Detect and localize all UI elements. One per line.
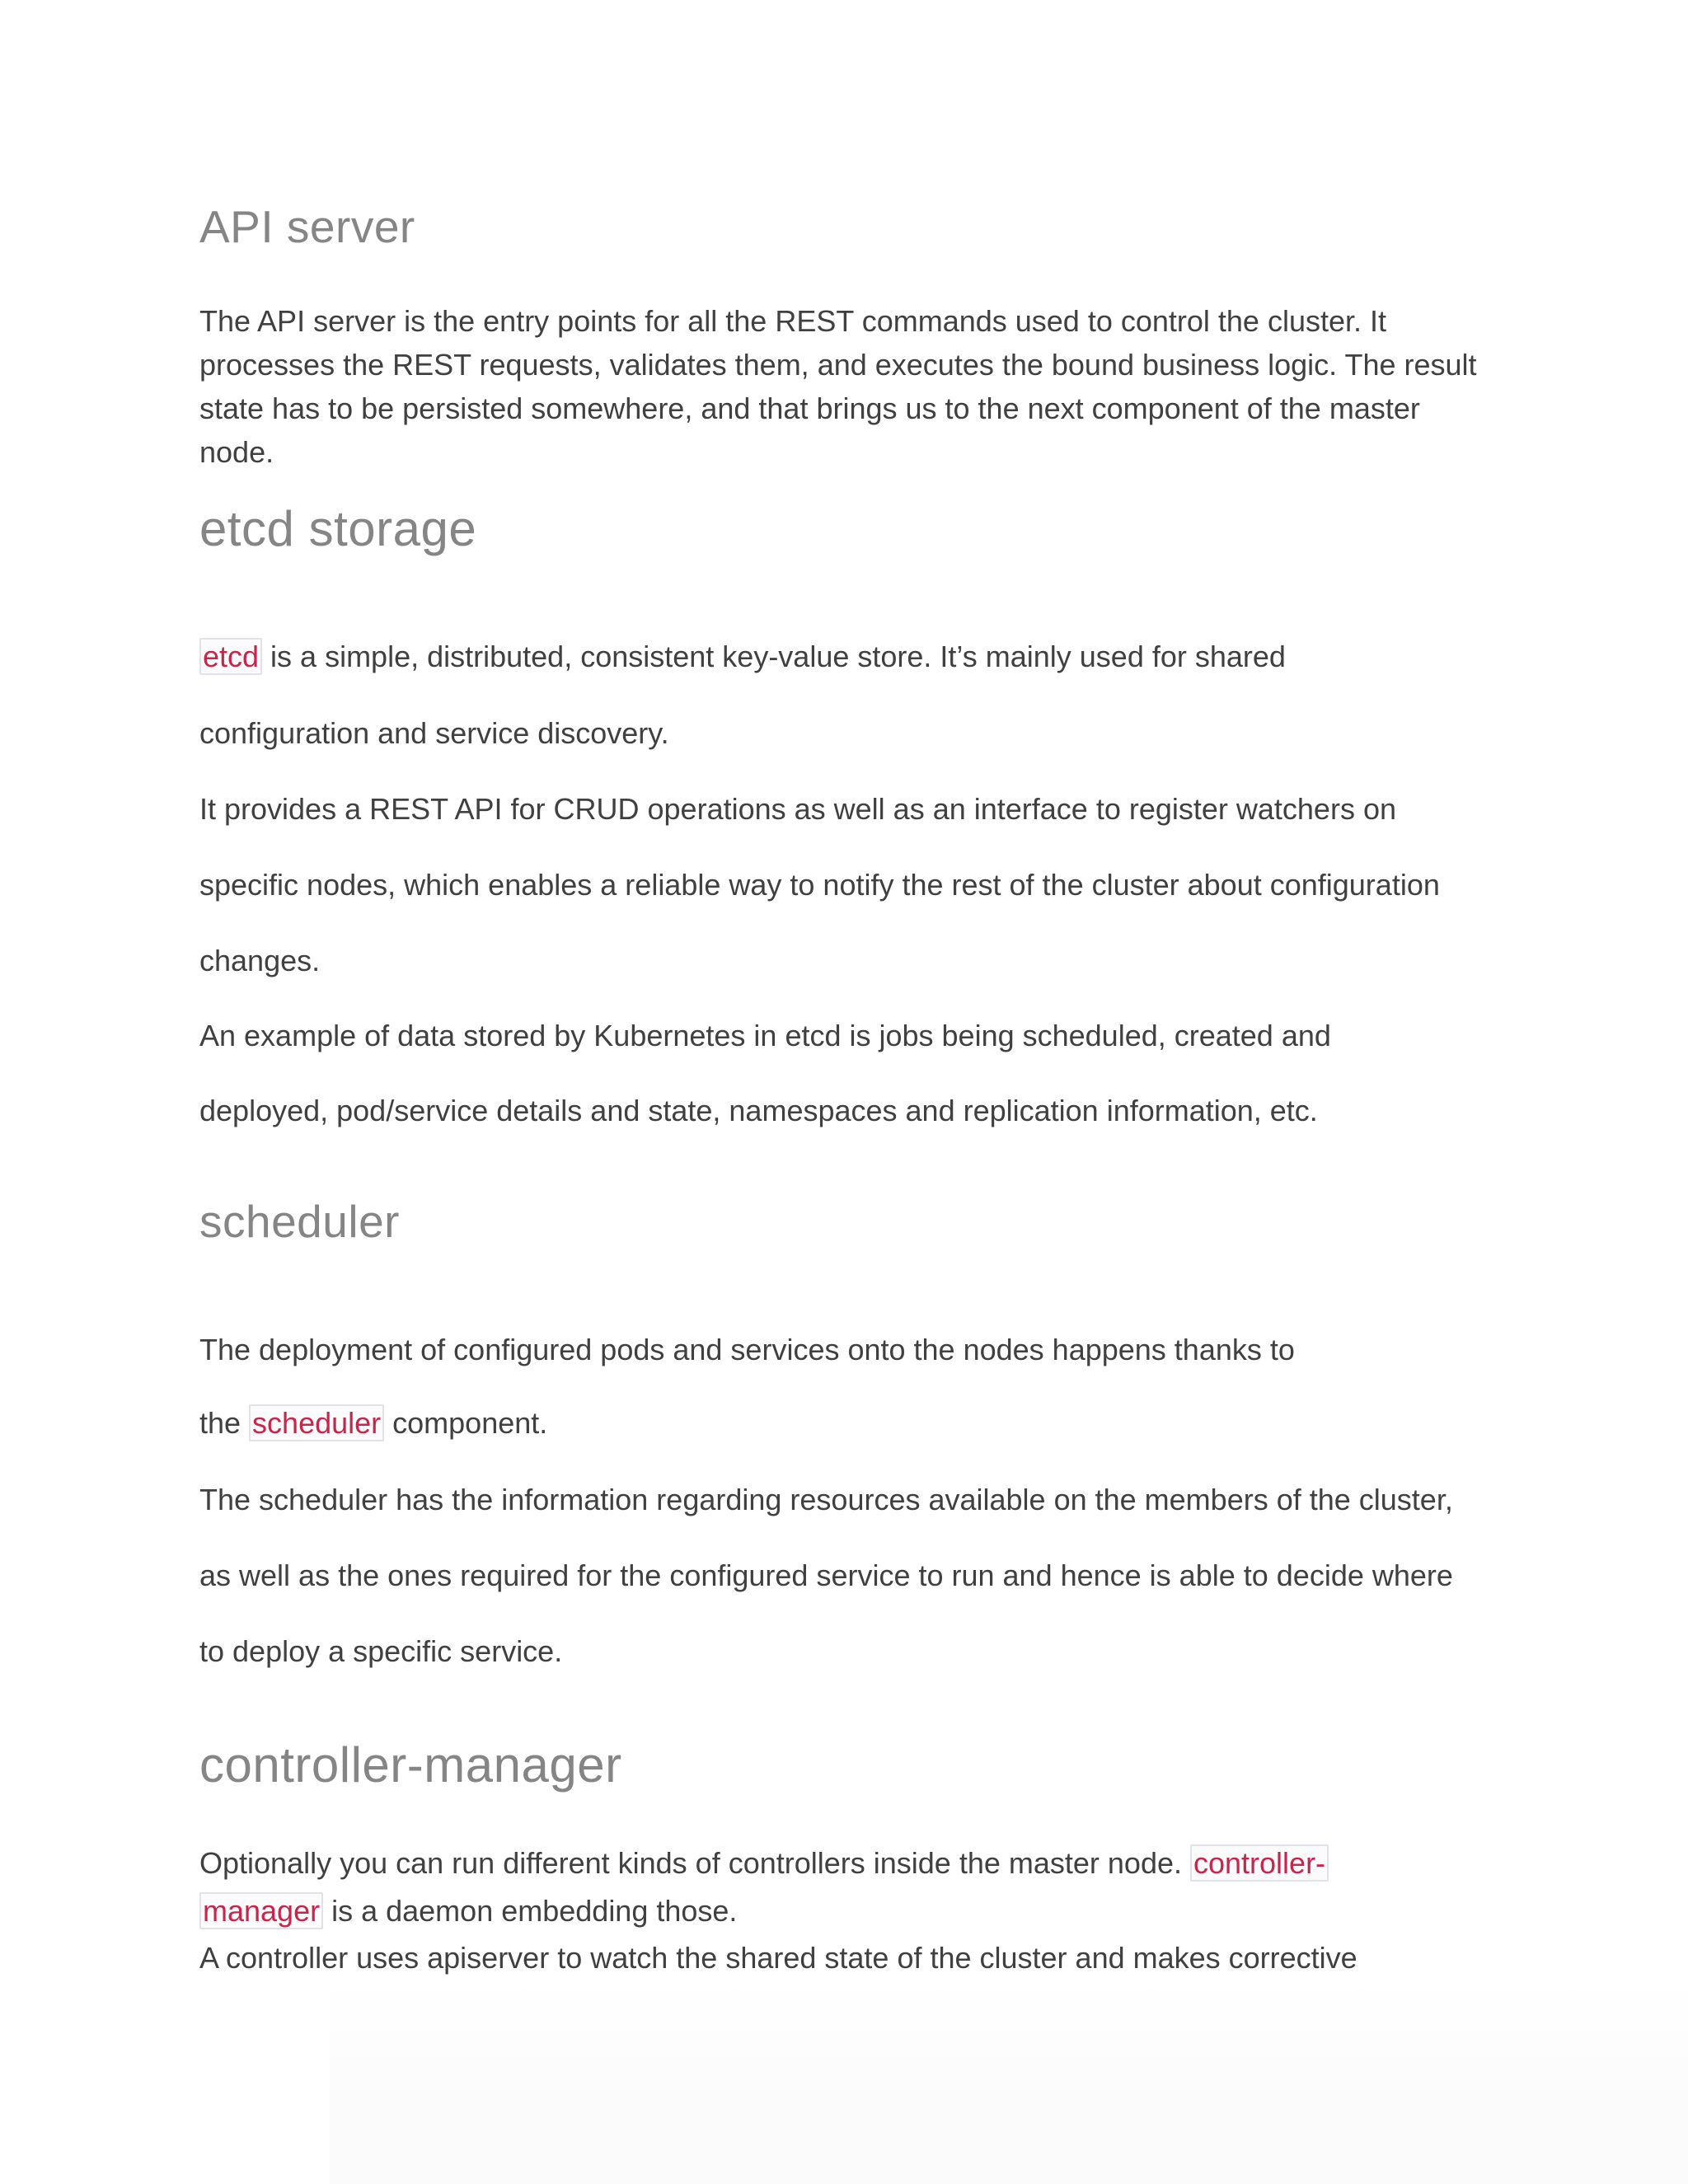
etcd-code-link[interactable]: etcd bbox=[199, 638, 262, 675]
heading-controller-manager: controller-manager bbox=[199, 1737, 622, 1793]
etcd-line-5: changes. bbox=[199, 944, 321, 977]
etcd-line-3: It provides a REST API for CRUD operations as well as an interface to register watchers on bbox=[199, 792, 1396, 826]
heading-etcd-storage: etcd storage bbox=[199, 501, 477, 556]
page-shade bbox=[330, 1978, 1688, 2184]
api-server-line-4: node. bbox=[199, 435, 274, 469]
etcd-line-1 bbox=[199, 639, 1286, 675]
controller-manager-line-2-post: is a daemon embedding those. bbox=[323, 1894, 738, 1928]
etcd-line-7: deployed, pod/service details and state, namespaces and replication information, etc. bbox=[199, 1094, 1318, 1127]
heading-api-server: API server bbox=[199, 201, 415, 252]
scheduler-code-link[interactable]: scheduler bbox=[249, 1404, 384, 1441]
scheduler-line-2-pre: the bbox=[199, 1406, 250, 1440]
api-server-line-3: state has to be persisted somewhere, and that brings us to the next component of the master bbox=[199, 391, 1420, 425]
etcd-line-2: configuration and service discovery. bbox=[199, 716, 669, 750]
scheduler-line-5: to deploy a specific service. bbox=[199, 1634, 563, 1668]
api-server-line-1: The API server is the entry points for all the REST commands used to control the cluster. It bbox=[199, 304, 1386, 338]
controller-manager-line-3: A controller uses apiserver to watch the shared state of the cluster and makes corrective bbox=[199, 1941, 1357, 1975]
scheduler-line-2-post: component. bbox=[384, 1406, 548, 1440]
etcd-line-1-text: is a simple, distributed, consistent key-value store. It’s mainly used for shared bbox=[262, 640, 1286, 673]
scheduler-line-1: The deployment of configured pods and services onto the nodes happens thanks to bbox=[199, 1333, 1295, 1366]
etcd-line-6: An example of data stored by Kubernetes in etcd is jobs being scheduled, created and bbox=[199, 1019, 1331, 1052]
etcd-line-4: specific nodes, which enables a reliable way to notify the rest of the cluster about configuration bbox=[199, 868, 1440, 902]
controller-manager-line-2 bbox=[199, 1893, 737, 1929]
heading-scheduler: scheduler bbox=[199, 1196, 400, 1247]
scheduler-line-2 bbox=[199, 1405, 547, 1441]
controller-manager-code-link-part-2[interactable]: manager bbox=[199, 1892, 323, 1929]
controller-manager-line-1 bbox=[199, 1845, 1329, 1882]
scheduler-line-4: as well as the ones required for the configured service to run and hence is able to decide where bbox=[199, 1558, 1453, 1592]
controller-manager-line-1-pre: Optionally you can run different kinds of controllers inside the master node. bbox=[199, 1846, 1190, 1880]
controller-manager-code-link-part-1[interactable]: controller- bbox=[1190, 1844, 1329, 1882]
api-server-line-2: processes the REST requests, validates them, and executes the bound business logic. The result bbox=[199, 348, 1477, 382]
scheduler-line-3: The scheduler has the information regarding resources available on the members of the cluster, bbox=[199, 1483, 1453, 1516]
